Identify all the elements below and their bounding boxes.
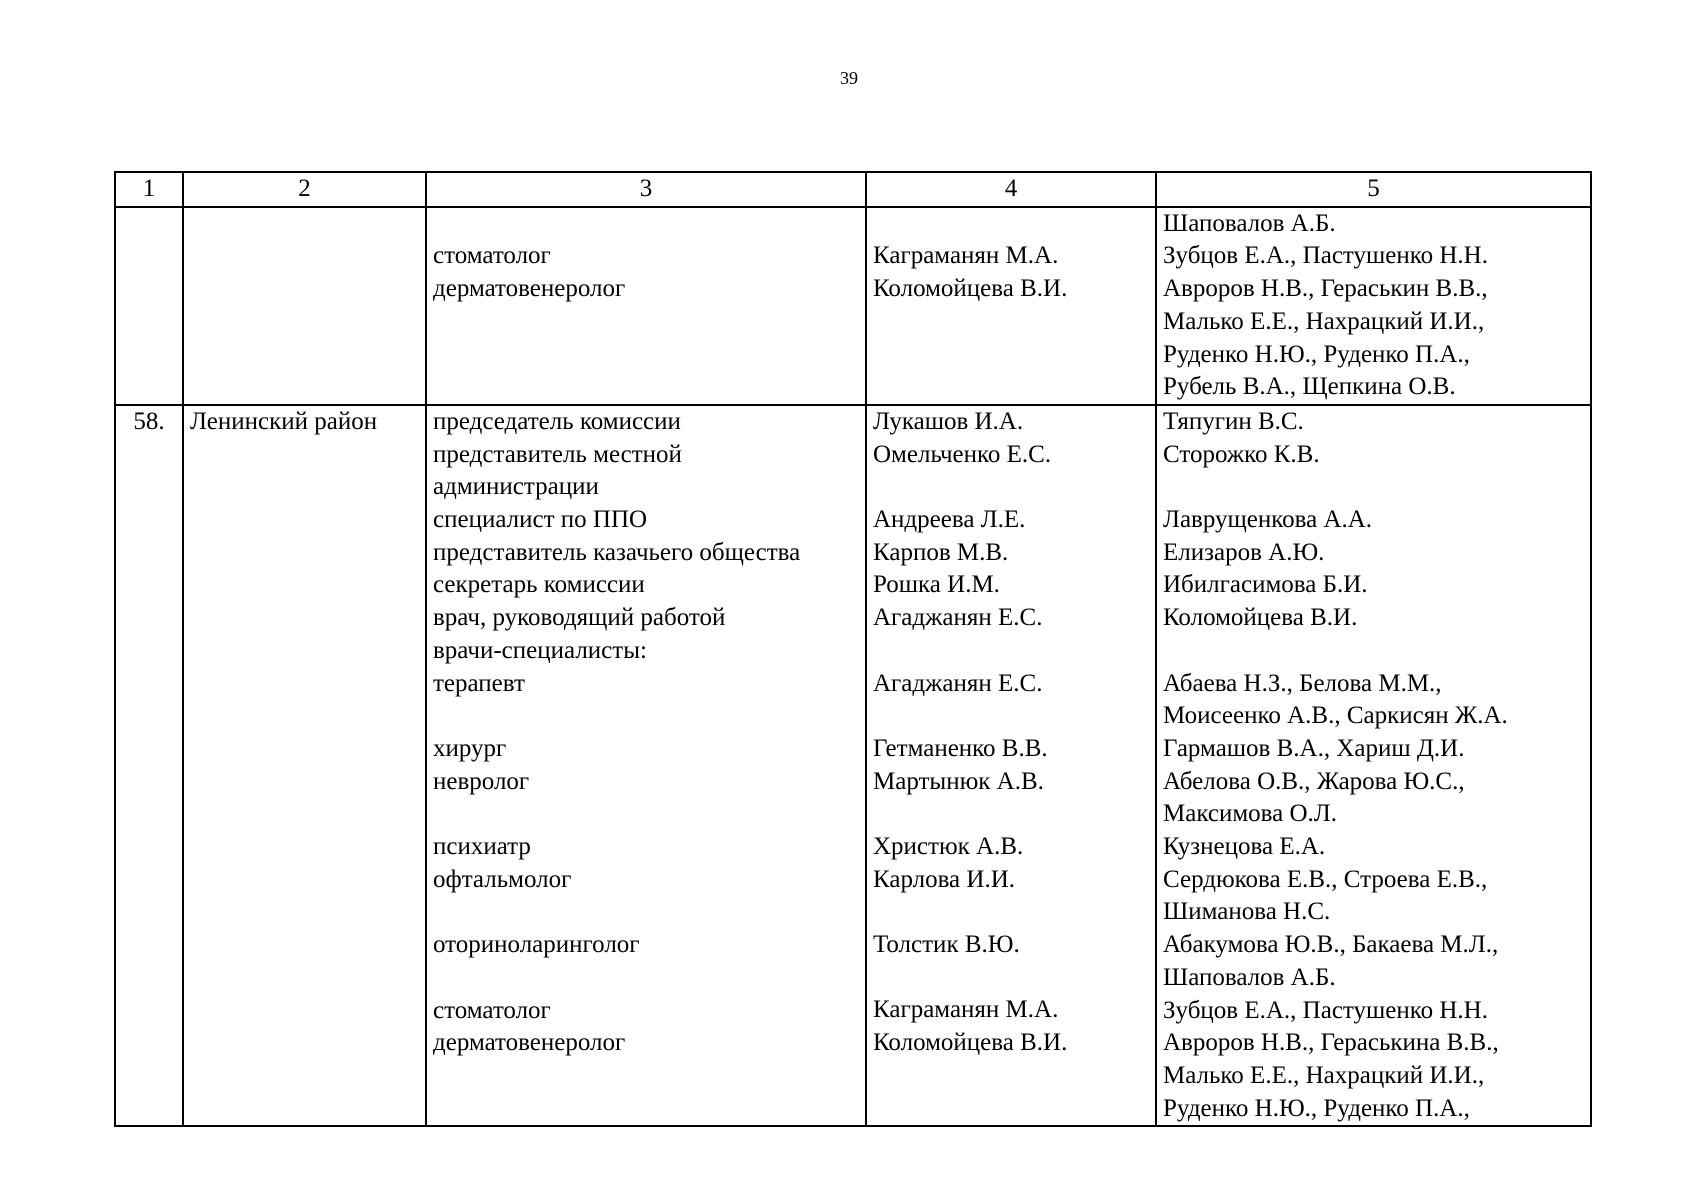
header-cell-5: 5 [1156, 172, 1591, 207]
reserve-names: Максимова О.Л. [1163, 800, 1337, 828]
page-number: 39 [840, 68, 858, 88]
member-name [873, 896, 1149, 929]
reserve-cell [1156, 405, 1591, 1126]
reserve-names: Елизаров А.Ю. [1163, 538, 1325, 566]
reserve-names: Шиманова Н.С. [1163, 898, 1331, 926]
reserve-names: Коломойцева В.И. [1163, 604, 1358, 632]
table-row [115, 405, 1591, 1126]
member-cell [866, 405, 1156, 1126]
member-name [873, 306, 1149, 339]
member-name: Карпов М.В. [873, 538, 1009, 566]
member-name: Гетманенко В.В. [873, 734, 1048, 762]
table-row [115, 207, 1591, 405]
header-cell-3: 3 [426, 172, 866, 207]
position-line [433, 962, 859, 995]
member-name: Агаджанян Е.С. [873, 669, 1043, 697]
member-name: Каграманян М.А. [873, 996, 1059, 1024]
header-cell-2: 2 [183, 172, 426, 207]
reserve-names: Абакумова Ю.В., Бакаева М.Л., [1163, 931, 1499, 959]
reserve-names: Абаева Н.З., Белова М.М., [1163, 669, 1442, 697]
position-line: дерматовенеролог [433, 275, 626, 303]
position-line: терапевт [433, 669, 525, 697]
member-name [873, 371, 1149, 404]
header-cell-4: 4 [866, 172, 1156, 207]
position-line [433, 896, 859, 929]
member-name: Толстик В.Ю. [873, 931, 1020, 959]
member-name: Лукашов И.А. [873, 407, 1024, 435]
member-name: Агаджанян Е.С. [873, 604, 1043, 632]
position-line: врач, руководящий работой [433, 604, 726, 632]
position-line: врачи-специалисты: [433, 636, 647, 664]
member-name: Карлова И.И. [873, 865, 1016, 893]
member-name [873, 635, 1149, 668]
reserve-names: Малько Е.Е., Нахрацкий И.И., [1163, 307, 1485, 335]
district-cell: Ленинский район [183, 405, 426, 1126]
position-line [433, 371, 859, 404]
reserve-names: Кузнецова Е.А. [1163, 833, 1326, 861]
reserve-names: Абелова О.В., Жарова Ю.С., [1163, 767, 1465, 795]
position-line [433, 1060, 859, 1093]
reserve-names [1163, 471, 1584, 504]
reserve-names: Рубель В.А., Щепкина О.В. [1163, 373, 1456, 401]
reserve-names: Малько Е.Е., Нахрацкий И.И., [1163, 1061, 1485, 1089]
reserve-cell [1156, 207, 1591, 405]
reserve-names: Лаврущенкова А.А. [1163, 506, 1373, 534]
commission-table [114, 171, 1592, 1127]
position-line [433, 208, 859, 241]
member-name: Коломойцева В.И. [873, 275, 1068, 303]
reserve-names: Шаповалов А.Б. [1163, 209, 1336, 237]
position-line: специалист по ППО [433, 506, 648, 534]
member-name [873, 1060, 1149, 1093]
row-number [115, 207, 183, 405]
position-line [433, 798, 859, 831]
reserve-names: Зубцов Е.А., Пастушенко Н.Н. [1163, 242, 1488, 270]
member-name: Омельченко Е.С. [873, 440, 1052, 468]
position-line: оториноларинголог [433, 931, 640, 959]
position-line [433, 338, 859, 371]
member-name [873, 700, 1149, 733]
reserve-names: Руденко Н.Ю., Руденко П.А., [1163, 340, 1470, 368]
reserve-names: Ибилгасимова Б.И. [1163, 571, 1368, 599]
reserve-names: Тяпугин В.С. [1163, 407, 1304, 435]
member-name: Христюк А.В. [873, 833, 1024, 860]
member-name [873, 1093, 1149, 1126]
position-line: хирург [433, 734, 507, 762]
reserve-names: Моисеенко А.В., Саркисян Ж.А. [1163, 702, 1508, 730]
position-line: офтальмолог [433, 865, 572, 893]
reserve-names: Авроров Н.В., Гераськин В.В., [1163, 275, 1488, 303]
member-name [873, 208, 1149, 241]
member-name [873, 962, 1149, 995]
reserve-names: Шаповалов А.Б. [1163, 963, 1336, 991]
member-name: Андреева Л.Е. [873, 506, 1026, 534]
reserve-names: Гармашов В.А., Хариш Д.И. [1163, 734, 1465, 762]
member-name: Коломойцева В.И. [873, 1029, 1068, 1057]
position-line: стоматолог [433, 996, 551, 1024]
reserve-names: Сердюкова Е.В., Строева Е.В., [1163, 865, 1488, 893]
reserve-names: Зубцов Е.А., Пастушенко Н.Н. [1163, 996, 1488, 1024]
position-line: дерматовенеролог [433, 1029, 626, 1057]
reserve-names: Руденко Н.Ю., Руденко П.А., [1163, 1094, 1470, 1122]
position-line: секретарь комиссии [433, 571, 645, 599]
header-row [115, 172, 1591, 207]
member-name: Мартынюк А.В. [873, 767, 1044, 795]
position-line [433, 306, 859, 339]
member-name: Каграманян М.А. [873, 242, 1059, 270]
member-name [873, 798, 1149, 831]
position-line: психиатр [433, 833, 531, 861]
position-cell [426, 207, 866, 405]
position-line [433, 700, 859, 733]
member-name [873, 338, 1149, 371]
district-cell [183, 207, 426, 405]
row-number: 58. [115, 405, 183, 1126]
position-line: председатель комиссии [433, 407, 681, 435]
position-line [433, 1093, 859, 1126]
position-line: представитель казачьего общества [433, 538, 801, 566]
position-cell [426, 405, 866, 1126]
member-cell [866, 207, 1156, 405]
position-line: администрации [433, 473, 599, 501]
position-line: представитель местной [433, 440, 682, 468]
reserve-names [1163, 635, 1584, 668]
member-name: Рошка И.М. [873, 571, 1000, 599]
position-line: стоматолог [433, 242, 551, 270]
header-cell-1: 1 [115, 172, 183, 207]
position-line: невролог [433, 767, 530, 795]
reserve-names: Авроров Н.В., Гераськина В.В., [1163, 1029, 1499, 1057]
member-name [873, 471, 1149, 504]
reserve-names: Сторожко К.В. [1163, 440, 1320, 468]
